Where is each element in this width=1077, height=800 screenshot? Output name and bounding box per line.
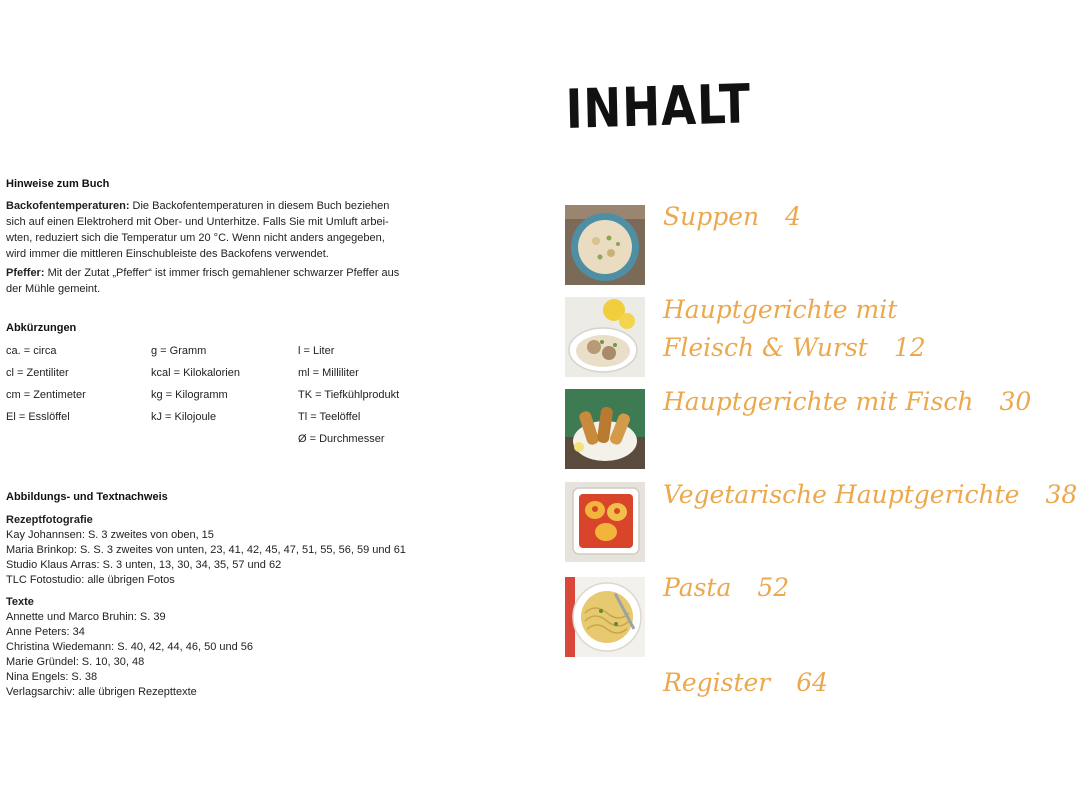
spaghetti-icon xyxy=(565,577,645,657)
toc-entry-pasta[interactable] xyxy=(663,569,789,607)
credits-heading: Abbildungs- und Textnachweis xyxy=(6,491,168,503)
toc-entry-page: 38 xyxy=(1045,480,1077,509)
abbreviation-item: kJ = Kilojoule xyxy=(151,411,217,423)
credit-line: Marie Gründel: S. 10, 30, 48 xyxy=(6,656,145,668)
abbreviations-heading: Abkürzungen xyxy=(6,322,77,334)
baked-peppers-icon xyxy=(565,482,645,562)
credit-line: TLC Fotostudio: alle übrigen Fotos xyxy=(6,574,175,586)
toc-entry-label: Pasta xyxy=(663,573,732,602)
credit-line: Annette und Marco Bruhin: S. 39 xyxy=(6,611,166,623)
fried-fish-icon xyxy=(565,389,645,469)
toc-entry-label: Register xyxy=(663,668,771,697)
abbreviations-column-2 xyxy=(151,340,240,428)
pepper-line: der Mühle gemeint. xyxy=(6,283,101,295)
credit-line: Nina Engels: S. 38 xyxy=(6,671,98,683)
toc-entry-page: 12 xyxy=(893,333,926,362)
oven-line: Die Backofentemperaturen in diesem Buch beziehen xyxy=(132,200,390,212)
abbreviation-item: g = Gramm xyxy=(151,345,207,357)
soup-bowl-icon xyxy=(565,205,645,285)
abbreviation-item: TK = Tiefkühlprodukt xyxy=(298,389,400,401)
abbreviation-item: ca. = circa xyxy=(6,345,57,357)
oven-line: sich auf einen Elektroherd mit Ober- und Unterhitze. Falls Sie mit Umluft arbei- xyxy=(6,216,389,228)
credit-line: Anne Peters: 34 xyxy=(6,626,85,638)
abbreviation-item: kg = Kilogramm xyxy=(151,389,228,401)
abbreviation-item: Ø = Durchmesser xyxy=(298,433,385,445)
toc-entry-fleisch[interactable] xyxy=(663,291,926,367)
pepper-label: Pfeffer: xyxy=(6,267,45,279)
abbreviation-item: l = Liter xyxy=(298,345,335,357)
photo-credits-heading: Rezeptfotografie xyxy=(6,514,93,526)
toc-entry-label: Hauptgerichte mit xyxy=(663,295,898,324)
credit-line: Kay Johannsen: S. 3 zweites von oben, 15 xyxy=(6,529,214,541)
toc-entry-page: 30 xyxy=(999,387,1032,416)
pepper-note xyxy=(6,265,436,297)
abbreviations-column-1 xyxy=(6,340,86,428)
abbreviation-item: Tl = Teelöffel xyxy=(298,411,361,423)
toc-entry-label: Vegetarische Hauptgerichte xyxy=(663,480,1020,509)
meatball-dish-icon xyxy=(565,297,645,377)
abbreviation-item: ml = Milliliter xyxy=(298,367,359,379)
credit-line: Studio Klaus Arras: S. 3 unten, 13, 30, 34, 35, 57 und 62 xyxy=(6,559,282,571)
pepper-line: Mit der Zutat „Pfeffer“ ist immer frisch gemahlener schwarzer Pfeffer aus xyxy=(47,267,400,279)
toc-entry-label: Fleisch & Wurst xyxy=(663,333,868,362)
oven-line: wten, reduziert sich die Temperatur um 20 °C. Wenn nicht anders angegeben, xyxy=(6,232,385,244)
toc-entry-register[interactable] xyxy=(663,664,828,702)
oven-note xyxy=(6,198,436,262)
toc-entry-label: Suppen xyxy=(663,202,760,231)
toc-entry-page: 52 xyxy=(757,573,790,602)
text-credits-heading: Texte xyxy=(6,596,34,608)
abbreviations-column-3 xyxy=(298,340,399,450)
toc-entry-label: Hauptgerichte mit Fisch xyxy=(663,387,974,416)
oven-label: Backofentemperaturen: xyxy=(6,200,130,212)
oven-line: wird immer die mittleren Einschubleiste des Backofens verwendet. xyxy=(6,248,329,260)
credit-line: Verlagsarchiv: alle übrigen Rezepttexte xyxy=(6,686,197,698)
photo-credits xyxy=(6,513,406,588)
toc-entry-page: 64 xyxy=(796,668,829,697)
credit-line: Maria Brinkop: S. S. 3 zweites von unten, 23, 41, 42, 45, 47, 51, 55, 56, 59 und 61 xyxy=(6,544,406,556)
abbreviation-item: cl = Zentiliter xyxy=(6,367,69,379)
hints-heading: Hinweise zum Buch xyxy=(6,178,110,190)
text-credits xyxy=(6,595,253,700)
abbreviation-item: kcal = Kilokalorien xyxy=(151,367,240,379)
toc-entry-suppen[interactable] xyxy=(663,198,801,236)
toc-entry-page: 4 xyxy=(785,202,802,231)
toc-entry-vegetarisch[interactable] xyxy=(663,476,1077,514)
credit-line: Christina Wiedemann: S. 40, 42, 44, 46, 50 und 56 xyxy=(6,641,254,653)
toc-entry-fisch[interactable] xyxy=(663,383,1031,421)
abbreviation-item: cm = Zentimeter xyxy=(6,389,86,401)
toc-title: INHALT xyxy=(565,72,752,141)
abbreviation-item: El = Esslöffel xyxy=(6,411,70,423)
